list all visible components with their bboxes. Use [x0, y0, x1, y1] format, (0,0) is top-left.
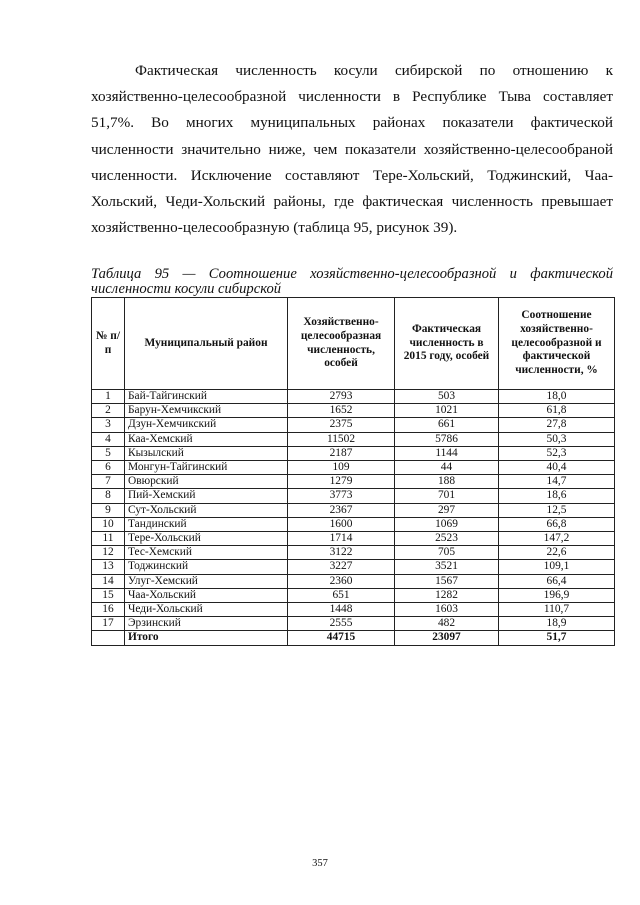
total-label: Итого: [125, 631, 288, 645]
cell-district: Монгун-Тайгинский: [125, 461, 288, 475]
cell-planned: 3227: [288, 560, 395, 574]
cell-district: Пий-Хемский: [125, 489, 288, 503]
cell-planned: 2360: [288, 574, 395, 588]
cell-ratio: 22,6: [499, 546, 615, 560]
cell-num: 8: [92, 489, 125, 503]
table-row: [92, 617, 615, 631]
cell-num: 6: [92, 461, 125, 475]
cell-district: Кызылский: [125, 446, 288, 460]
table-row: [92, 475, 615, 489]
cell-ratio: 27,8: [499, 418, 615, 432]
cell-num: 16: [92, 603, 125, 617]
cell-actual: 482: [395, 617, 499, 631]
header-actual: Фактическая численность в 2015 году, особей: [395, 298, 499, 390]
cell-planned: 651: [288, 588, 395, 602]
cell-district: Сут-Хольский: [125, 503, 288, 517]
cell-planned: 1652: [288, 404, 395, 418]
cell-actual: 1069: [395, 517, 499, 531]
cell-actual: 1144: [395, 446, 499, 460]
cell-num: 14: [92, 574, 125, 588]
cell-num: 11: [92, 532, 125, 546]
cell-actual: 3521: [395, 560, 499, 574]
header-num: № п/п: [92, 298, 125, 390]
cell-district: Тере-Хольский: [125, 532, 288, 546]
cell-num: 7: [92, 475, 125, 489]
cell-ratio: 61,8: [499, 404, 615, 418]
cell-district: Чеди-Хольский: [125, 603, 288, 617]
cell-ratio: 18,9: [499, 617, 615, 631]
cell-planned: 2367: [288, 503, 395, 517]
cell-num: 12: [92, 546, 125, 560]
cell-ratio: 110,7: [499, 603, 615, 617]
table-row: [92, 603, 615, 617]
total-ratio: 51,7: [499, 631, 615, 645]
table-row: [92, 532, 615, 546]
cell-ratio: 40,4: [499, 461, 615, 475]
cell-num: 17: [92, 617, 125, 631]
table-header-row: [92, 298, 615, 390]
cell-ratio: 109,1: [499, 560, 615, 574]
total-row: [92, 631, 615, 645]
cell-planned: 3773: [288, 489, 395, 503]
table-row: [92, 390, 615, 404]
page-number: 357: [312, 858, 328, 869]
table-row: [92, 461, 615, 475]
cell-ratio: 196,9: [499, 588, 615, 602]
cell-actual: 705: [395, 546, 499, 560]
cell-num: 5: [92, 446, 125, 460]
cell-actual: 503: [395, 390, 499, 404]
table-row: [92, 588, 615, 602]
cell-district: Тандинский: [125, 517, 288, 531]
cell-ratio: 12,5: [499, 503, 615, 517]
total-planned: 44715: [288, 631, 395, 645]
cell-district: Эрзинский: [125, 617, 288, 631]
table-row: [92, 503, 615, 517]
cell-district: Барун-Хемчикский: [125, 404, 288, 418]
cell-district: Тоджинский: [125, 560, 288, 574]
body-paragraph: [91, 58, 613, 241]
cell-num-empty: [92, 631, 125, 645]
table-caption: Таблица 95 — Соотношение хозяйственно-целесообразной и фактической численности косули сибирской: [91, 266, 613, 297]
cell-num: 4: [92, 432, 125, 446]
cell-num: 3: [92, 418, 125, 432]
cell-planned: 2375: [288, 418, 395, 432]
header-district: Муниципальный район: [125, 298, 288, 390]
cell-actual: 661: [395, 418, 499, 432]
cell-actual: 297: [395, 503, 499, 517]
cell-actual: 701: [395, 489, 499, 503]
cell-actual: 44: [395, 461, 499, 475]
body-text: Фактическая численность косули сибирской по отношению к хозяйственно-целесообразной численности в Республике Тыва составляет 51,7%. Во многих муниципальных районах показатели фактической численности значительно ниже, чем показатели хозяйственно-целесообраной численности. Исключение составляют Тере-Хольский, Тоджинский, Чаа-Хольский, Чеди-Хольский районы, где фактическая численность превышает хозяйственно-целесообразную (таблица 95, рисунок 39).: [91, 62, 613, 237]
cell-planned: 1600: [288, 517, 395, 531]
cell-actual: 188: [395, 475, 499, 489]
cell-ratio: 14,7: [499, 475, 615, 489]
cell-planned: 109: [288, 461, 395, 475]
table-row: [92, 517, 615, 531]
cell-district: Улуг-Хемский: [125, 574, 288, 588]
cell-num: 2: [92, 404, 125, 418]
cell-district: Бай-Тайгинский: [125, 390, 288, 404]
table-row: [92, 432, 615, 446]
cell-ratio: 50,3: [499, 432, 615, 446]
table-row: [92, 489, 615, 503]
cell-district: Чаа-Хольский: [125, 588, 288, 602]
cell-num: 1: [92, 390, 125, 404]
cell-planned: 1714: [288, 532, 395, 546]
deer-population-table: [91, 297, 615, 646]
cell-ratio: 66,4: [499, 574, 615, 588]
cell-planned: 1279: [288, 475, 395, 489]
cell-planned: 1448: [288, 603, 395, 617]
table-row: [92, 418, 615, 432]
cell-actual: 1021: [395, 404, 499, 418]
table-row: [92, 560, 615, 574]
cell-district: Овюрский: [125, 475, 288, 489]
cell-district: Тес-Хемский: [125, 546, 288, 560]
cell-planned: 2555: [288, 617, 395, 631]
cell-planned: 11502: [288, 432, 395, 446]
cell-ratio: 18,6: [499, 489, 615, 503]
cell-num: 10: [92, 517, 125, 531]
cell-num: 13: [92, 560, 125, 574]
cell-actual: 2523: [395, 532, 499, 546]
cell-num: 15: [92, 588, 125, 602]
table-body: [92, 390, 615, 646]
cell-planned: 2187: [288, 446, 395, 460]
cell-planned: 2793: [288, 390, 395, 404]
cell-actual: 1282: [395, 588, 499, 602]
cell-actual: 5786: [395, 432, 499, 446]
table-row: [92, 574, 615, 588]
table-row: [92, 404, 615, 418]
cell-district: Каа-Хемский: [125, 432, 288, 446]
cell-ratio: 147,2: [499, 532, 615, 546]
cell-ratio: 52,3: [499, 446, 615, 460]
header-ratio: Соотношение хозяйственно-целесообразной и фактической численности, %: [499, 298, 615, 390]
cell-actual: 1567: [395, 574, 499, 588]
cell-actual: 1603: [395, 603, 499, 617]
table-row: [92, 446, 615, 460]
total-actual: 23097: [395, 631, 499, 645]
cell-num: 9: [92, 503, 125, 517]
header-planned: Хозяйственно-целесообразная численность, особей: [288, 298, 395, 390]
cell-district: Дзун-Хемчикский: [125, 418, 288, 432]
cell-ratio: 18,0: [499, 390, 615, 404]
cell-ratio: 66,8: [499, 517, 615, 531]
cell-planned: 3122: [288, 546, 395, 560]
table-row: [92, 546, 615, 560]
